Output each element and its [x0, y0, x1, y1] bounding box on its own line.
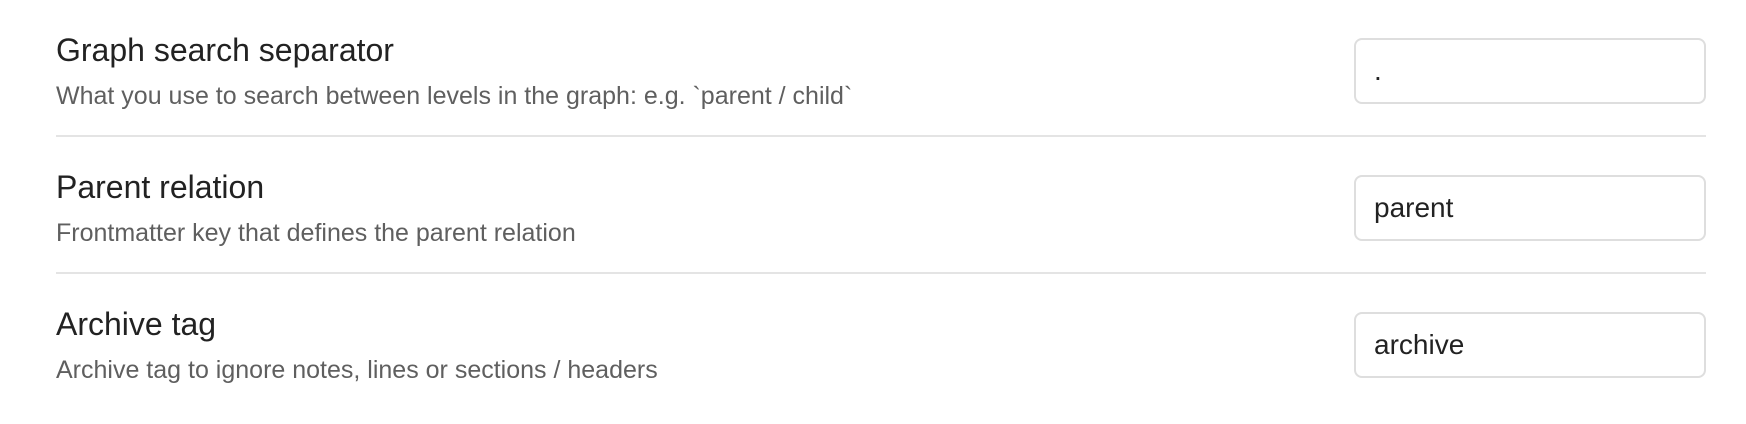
setting-description: Archive tag to ignore notes, lines or sections / headers [56, 356, 658, 384]
setting-archive-tag [56, 274, 1706, 411]
setting-graph-search-separator [56, 0, 1706, 137]
setting-control [1354, 312, 1706, 378]
setting-name: Graph search separator [56, 32, 394, 68]
parent-relation-input[interactable] [1354, 175, 1706, 241]
settings-list [56, 0, 1706, 411]
setting-info [56, 30, 852, 112]
setting-description: Frontmatter key that defines the parent relation [56, 219, 576, 247]
graph-search-separator-input[interactable] [1354, 38, 1706, 104]
setting-parent-relation [56, 137, 1706, 274]
setting-name: Archive tag [56, 306, 217, 342]
archive-tag-input[interactable] [1354, 312, 1706, 378]
setting-control [1354, 175, 1706, 241]
setting-info [56, 304, 658, 386]
setting-info [56, 167, 576, 249]
setting-description: What you use to search between levels in the graph: e.g. `parent / child` [56, 82, 853, 110]
setting-control [1354, 38, 1706, 104]
setting-name: Parent relation [56, 169, 265, 205]
